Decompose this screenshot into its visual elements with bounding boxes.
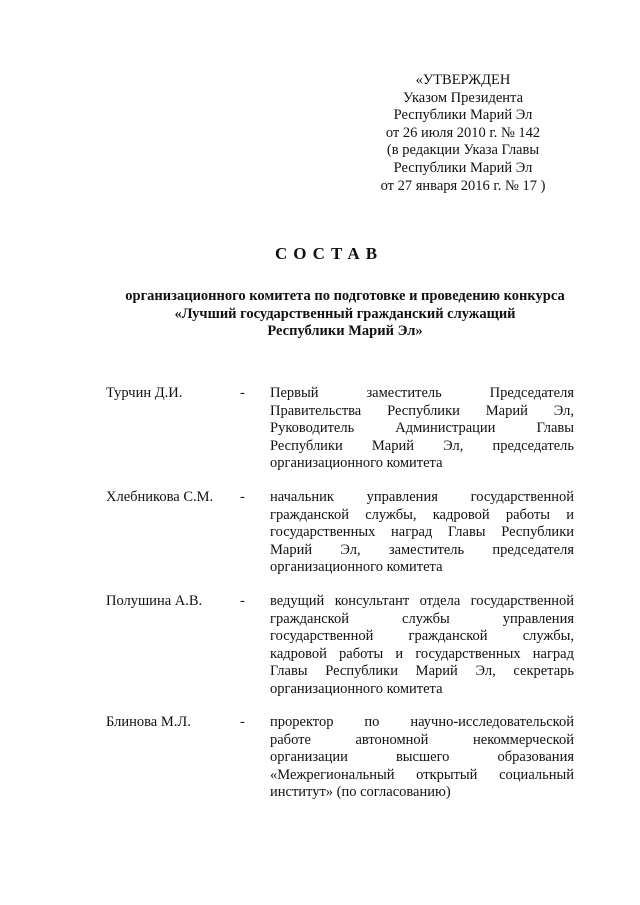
member-name: Хлебникова С.М. xyxy=(106,489,214,505)
approval-line: «УТВЕРЖДЕН xyxy=(415,72,511,88)
member-dash: - xyxy=(240,385,245,401)
role-line: Правительства Республики Марий Эл, xyxy=(270,402,574,419)
role-line: государственных наград Главы Республики xyxy=(270,524,574,540)
member-dash: - xyxy=(240,489,245,505)
role-line: организационного комитета xyxy=(270,559,443,575)
role-line: институт» (по согласованию) xyxy=(270,784,451,800)
role-line: гражданской службы, кадровой работы и xyxy=(270,506,574,523)
member-role xyxy=(270,489,574,577)
approval-line: (в редакции Указа Главы xyxy=(386,142,540,159)
role-line: кадровой работы и государственных наград xyxy=(270,645,574,662)
role-line: работе автономной некоммерческой xyxy=(270,731,574,748)
role-line: проректор по научно-исследовательской xyxy=(270,714,574,730)
document-subtitle xyxy=(100,288,590,341)
approval-stamp xyxy=(368,72,558,195)
member-role xyxy=(270,714,574,802)
member-dash: - xyxy=(240,593,245,609)
role-line: государственной гражданской службы, xyxy=(270,628,574,644)
approval-line: Республики Марий Эл xyxy=(393,107,533,124)
role-line: организационного комитета xyxy=(270,455,443,471)
document-title: СОСТАВ xyxy=(274,244,384,263)
role-line: гражданской службы управления xyxy=(270,610,574,627)
subtitle-line: «Лучший государственный гражданский служащий xyxy=(174,305,516,322)
role-line: Первый заместитель Председателя xyxy=(270,385,574,401)
approval-line: Республики Марий Эл xyxy=(393,159,533,176)
subtitle-line: Республики Марий Эл» xyxy=(267,323,423,339)
role-line: организации высшего образования xyxy=(270,749,574,765)
role-line: организационного комитета xyxy=(270,680,443,697)
member-role xyxy=(270,385,574,473)
member-role xyxy=(270,593,574,698)
role-line: начальник управления государственной xyxy=(270,489,574,505)
role-line: Руководитель Администрации Главы xyxy=(270,420,574,436)
role-line: ведущий консультант отдела государственной xyxy=(270,593,574,609)
member-name: Полушина А.В. xyxy=(106,593,203,609)
subtitle-line: организационного комитета по подготовке и проведению конкурса xyxy=(125,288,565,304)
role-line: «Межрегиональный открытый социальный xyxy=(270,766,574,783)
role-line: Республики Марий Эл, председатель xyxy=(270,437,574,454)
member-dash: - xyxy=(240,714,245,730)
role-line: Главы Республики Марий Эл, секретарь xyxy=(270,663,574,679)
approval-line: Указом Президента xyxy=(402,89,523,106)
approval-line: от 26 июля 2010 г. № 142 xyxy=(385,124,541,141)
member-name: Турчин Д.И. xyxy=(106,385,183,401)
approval-line: от 27 января 2016 г. № 17 ) xyxy=(380,177,546,194)
role-line: Марий Эл, заместитель председателя xyxy=(270,541,574,558)
member-name: Блинова М.Л. xyxy=(106,714,191,730)
